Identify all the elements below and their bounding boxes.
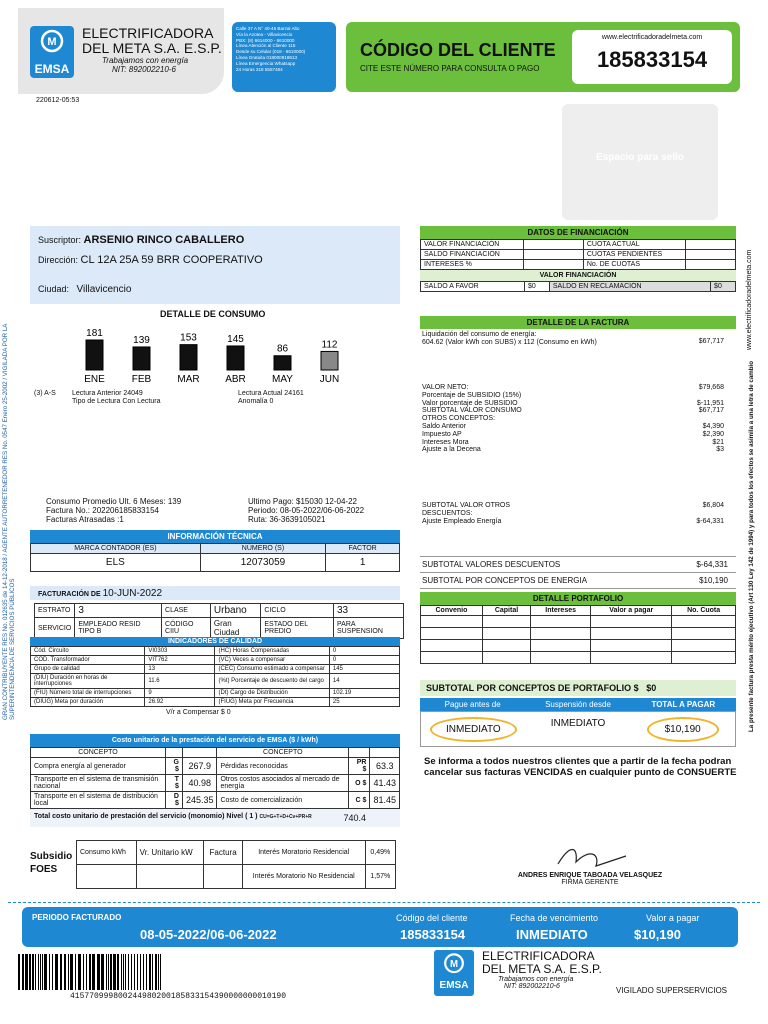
footer-bar xyxy=(22,907,738,947)
consumption-bar xyxy=(321,351,338,370)
contact-line: Línea Gratuita 018000918613 xyxy=(236,54,298,60)
contact-line: PBX: (8) 6614000 - 6610000 xyxy=(236,37,295,43)
portfolio-cell xyxy=(421,640,483,652)
barcode xyxy=(16,954,306,990)
barcode-bar xyxy=(49,954,50,990)
portfolio-cell xyxy=(482,652,530,664)
barcode-bar xyxy=(92,954,95,990)
cost-header xyxy=(349,748,370,758)
bar-value-label: 181 xyxy=(86,328,103,339)
stratum-use: (3) A-S xyxy=(34,390,56,397)
portfolio-section xyxy=(420,592,736,664)
portfolio-cell xyxy=(482,640,530,652)
pay-before-value: INMEDIATO xyxy=(430,717,517,742)
invoice-number: Factura No.: 202206185833154 xyxy=(46,506,159,515)
barcode-bar xyxy=(152,954,153,990)
barcode-bar xyxy=(143,954,144,990)
portfolio-cell xyxy=(672,640,736,652)
barcode-bar xyxy=(25,954,28,990)
barcode-bar xyxy=(155,954,157,990)
website: www.electrificadoradelmeta.com xyxy=(601,34,703,41)
barcode-number: 415770999800244980200185833154390000000010190 xyxy=(70,992,287,1001)
route: Ruta: 36-3639105021 xyxy=(248,515,326,524)
financing-section xyxy=(420,226,736,292)
barcode-bar xyxy=(29,954,31,990)
barcode-bar xyxy=(75,954,76,990)
estrato: 3 xyxy=(75,604,162,618)
portfolio-cell xyxy=(591,640,672,652)
month-label: JUN xyxy=(319,374,340,385)
month-label: MAR xyxy=(177,374,200,385)
quality-cell: 26.92 xyxy=(145,698,215,707)
barcode-bar xyxy=(97,954,100,990)
unit-cost-title: Costo unitario de la prestación del servicio de EMSA ($ / kWh) xyxy=(30,734,400,747)
footer-code: 185833154 xyxy=(400,927,466,942)
financing-title: DATOS DE FINANCIACIÓN xyxy=(420,226,736,239)
emsa-logo-footer xyxy=(434,950,474,996)
cost-cell: Costo de comercialización xyxy=(217,792,349,809)
cost-cell: Compra energía al generador xyxy=(31,758,166,775)
subscriber-box xyxy=(30,226,400,304)
subsidy-table xyxy=(76,840,396,889)
subsidy-h-unit: Vr. Unitario kW xyxy=(136,841,204,865)
barcode-bar xyxy=(101,954,104,990)
balance-favor-label: SALDO A FAVOR xyxy=(421,282,525,292)
cost-cell: 245.35 xyxy=(182,792,217,809)
quality-cell: 25 xyxy=(329,698,399,707)
anomaly: Anomalía 0 xyxy=(238,398,274,405)
portfolio-col-header: No. Cuota xyxy=(672,606,736,616)
subsidy-h-kwh: Consumo kWh xyxy=(77,841,137,865)
quality-cell: VIT762 xyxy=(145,656,215,665)
reading-type: Tipo de Lectura Con Lectura xyxy=(72,398,161,405)
cost-cell: 41.43 xyxy=(370,775,400,792)
barcode-bar xyxy=(160,954,161,990)
month-label: ABR xyxy=(225,374,246,385)
tech-title: INFORMACIÓN TÉCNICA xyxy=(30,530,400,543)
servicio: EMPLEADO RESID TIPO B xyxy=(75,618,162,639)
emsa-logo xyxy=(30,26,74,78)
side-legal-left: GRAN CONTRIBUYENTE RES No. 012635 de 14-12-2018 / AGENTE AUTORRETENEDOR RES No. 0547 Enero 25-2002 / VIGILADA POR LA SUPERINTENDENCIA DE SERVICIOS PÚBLICOS xyxy=(2,323,16,720)
footer-pay-label: Valor a pagar xyxy=(646,913,700,923)
barcode-bar xyxy=(146,954,147,990)
unit-cost-total-label: Total costo unitario de prestación del servicio (monomio) Nivel ( 1 ) xyxy=(34,813,258,820)
unit-cost-total: 740.4 xyxy=(343,813,366,823)
barcode-bar xyxy=(18,954,20,990)
quality-cell: 0 xyxy=(329,647,399,656)
interest-nonres-label: Interés Moratorio No Residencial xyxy=(242,865,365,889)
contact-line: Línea Atención al Cliente 115 xyxy=(236,43,296,49)
overdue-invoices: Facturas Atrasadas :1 xyxy=(46,515,124,524)
portfolio-cell xyxy=(421,628,483,640)
fin-r3a: INTERESES % xyxy=(421,260,524,270)
quality-cell: 102.19 xyxy=(329,689,399,698)
current-reading: Lectura Actual 24161 xyxy=(238,390,304,397)
portfolio-cell xyxy=(672,628,736,640)
stamp-area xyxy=(562,104,718,220)
cost-header xyxy=(165,748,182,758)
suspension-label: Suspensión desde xyxy=(545,700,611,709)
fin-r1b: CUOTA ACTUAL xyxy=(583,240,685,250)
company-tagline: Trabajamos con energía xyxy=(102,56,189,65)
quality-cell: Grupo de calidad xyxy=(31,665,145,674)
footer-due-label: Fecha de vencimiento xyxy=(510,913,599,923)
barcode-bar xyxy=(32,954,34,990)
portfolio-subtotal-value: $0 xyxy=(646,683,657,693)
ciiu: Gran Ciudad xyxy=(210,618,260,639)
company-name-2: DEL META S.A. E.S.P. xyxy=(82,40,222,56)
subsidy-label: Subsidio FOES xyxy=(30,851,73,875)
address-label: Dirección: xyxy=(38,255,79,265)
portfolio-col-header: Valor a pagar xyxy=(591,606,672,616)
barcode-bar xyxy=(78,954,81,990)
month-label: MAY xyxy=(272,374,293,385)
portfolio-cell xyxy=(591,652,672,664)
portfolio-col-header: Capital xyxy=(482,606,530,616)
meter-factor: 1 xyxy=(326,554,400,572)
tech-h-brand: MARCA CONTADOR (ES) xyxy=(31,544,201,554)
quality-cell: (DIUG) Meta por duración xyxy=(31,698,145,707)
quality-cell: (FIU) Número total de interrupciones xyxy=(31,689,145,698)
cost-header xyxy=(182,748,217,758)
barcode-bar xyxy=(60,954,62,990)
ciclo: 33 xyxy=(334,604,404,618)
quality-title: INDICADORES DE CALIDAD xyxy=(30,637,400,646)
bar-value-label: 139 xyxy=(133,334,150,346)
city: Villavicencio xyxy=(76,284,132,295)
estado-label: ESTADO DEL PREDIO xyxy=(261,618,334,639)
tagline-footer: Trabajamos con energía xyxy=(498,976,574,983)
fin-r3b: No. DE CUOTAS xyxy=(583,260,685,270)
barcode-bar xyxy=(123,954,124,990)
cost-header: CONCEPTO xyxy=(31,748,166,758)
barcode-bar xyxy=(110,954,112,990)
bar-value-label: 145 xyxy=(227,333,244,345)
barcode-bar xyxy=(134,954,135,990)
barcode-bar xyxy=(89,954,91,990)
barcode-bar xyxy=(52,954,53,990)
portfolio-subtotal-label: SUBTOTAL POR CONCEPTOS DE PORTAFOLIO $ xyxy=(426,683,639,693)
contact-line: Vía la Azotea - Villavicencio xyxy=(236,31,293,37)
quality-cell: 145 xyxy=(329,665,399,674)
barcode-bar xyxy=(22,954,24,990)
side-web-right: www.electrificadoradelmeta.com xyxy=(746,249,753,350)
portfolio-cell xyxy=(591,616,672,628)
barcode-bar xyxy=(38,954,39,990)
cost-cell: Otros costos asociados al mercado de energía xyxy=(217,775,349,792)
other-values: $6,804 $-64,331 xyxy=(696,502,724,525)
quality-cell: (Dt) Cargo de Distribución xyxy=(215,689,329,698)
contact-line: 24 Horas 318 5557464 xyxy=(236,66,283,72)
consumption-chart xyxy=(76,320,376,396)
portfolio-cell xyxy=(672,616,736,628)
cost-cell: Pérdidas reconocidas xyxy=(217,758,349,775)
quality-cell: Cód. Circuito xyxy=(31,647,145,656)
portfolio-col-header: Intereses xyxy=(531,606,591,616)
discounts-subtotal-value: $-64,331 xyxy=(696,560,728,569)
consumption-bar xyxy=(180,345,197,370)
print-code: 220612-05:53 xyxy=(36,97,80,104)
quality-cell: 14 xyxy=(329,674,399,689)
barcode-bar xyxy=(64,954,66,990)
footer-code-label: Código del cliente xyxy=(396,913,468,923)
pay-before-label: Pague antes de xyxy=(444,700,501,709)
cost-cell: 267.9 xyxy=(182,758,217,775)
contact-box xyxy=(232,22,336,92)
svg-text:M: M xyxy=(449,958,459,970)
portfolio-cell xyxy=(531,640,591,652)
quality-cell: 9 xyxy=(145,689,215,698)
portfolio-cell xyxy=(531,652,591,664)
previous-reading: Lectura Anterior 24049 xyxy=(72,390,143,397)
logo-text: EMSA xyxy=(34,62,70,76)
energy-subtotal-value: $10,190 xyxy=(699,576,728,585)
cost-cell: C $ xyxy=(349,792,370,809)
ciclo-label: CICLO xyxy=(261,604,334,618)
fin-r1a: VALOR FINANCIACIÓN xyxy=(421,240,524,250)
portfolio-cell xyxy=(531,616,591,628)
portfolio-cell xyxy=(531,628,591,640)
barcode-bar xyxy=(158,954,159,990)
portfolio-cell xyxy=(421,616,483,628)
cost-header xyxy=(370,748,400,758)
barcode-bar xyxy=(131,954,132,990)
billing-label: FACTURACIÓN DE xyxy=(38,591,101,598)
quality-cell: 0 xyxy=(329,656,399,665)
billing-date: 10-JUN-2022 xyxy=(102,588,163,599)
billing-date-row xyxy=(30,586,400,600)
claim-balance-value: $0 xyxy=(711,282,736,292)
manager-role: FIRMA GERENTE xyxy=(561,879,619,886)
fin-r2b: CUOTAS PENDIENTES xyxy=(583,250,685,260)
unit-cost-section xyxy=(30,734,400,827)
claim-balance-label: SALDO EN RECLAMACIÓN xyxy=(549,282,710,292)
quality-cell: (%t) Porcentaje de descuento del cargo xyxy=(215,674,329,689)
cost-cell: G $ xyxy=(165,758,182,775)
consumption-bar xyxy=(133,347,150,370)
liquidation-text: Liquidación del consumo de energía: 604.62 (Valor kWh con SUBS) x 112 (Consumo en kWh) xyxy=(422,331,597,346)
quality-cell: COD. Transformador xyxy=(31,656,145,665)
barcode-bar xyxy=(128,954,129,990)
barcode-bar xyxy=(125,954,126,990)
quality-section xyxy=(30,637,400,716)
portfolio-col-header: Convenio xyxy=(421,606,483,616)
bar-value-label: 112 xyxy=(321,339,338,351)
cost-cell: Transporte en el sistema de transmisión nacional xyxy=(31,775,166,792)
footer-pay: $10,190 xyxy=(634,927,681,942)
cost-cell: 81.45 xyxy=(370,792,400,809)
tech-h-number: NÚMERO (S) xyxy=(200,544,325,554)
total-pay-value: $10,190 xyxy=(647,717,719,742)
discounts-subtotal-label: SUBTOTAL VALORES DESCUENTOS xyxy=(422,560,561,569)
quality-cell: (VC) Veces a compensar xyxy=(215,656,329,665)
interest-res-label: Interés Moratorio Residencial xyxy=(242,841,365,865)
footer-logo-block xyxy=(434,950,604,998)
logo-text-footer: EMSA xyxy=(439,980,469,991)
interest-nonres-value: 1,57% xyxy=(365,865,395,889)
contact-line: Línea Emergencia Whatsapp xyxy=(236,60,296,66)
portfolio-cell xyxy=(482,628,530,640)
barcode-bar xyxy=(121,954,122,990)
clase-label: CLASE xyxy=(162,604,211,618)
company-nit: NIT: 892002210-6 xyxy=(112,65,176,74)
footer-period-label: PERIODO FACTURADO xyxy=(32,913,122,922)
company-name-1-footer: ELECTRIFICADORA xyxy=(482,949,595,963)
cost-cell: 40.98 xyxy=(182,775,217,792)
tech-h-factor: FACTOR xyxy=(326,544,400,554)
meter-number: 12073059 xyxy=(200,554,325,572)
last-payment: Ultimo Pago: $15030 12-04-22 xyxy=(248,497,357,506)
total-pay-label: TOTAL A PAGAR xyxy=(651,700,716,709)
subsidy-h-invoice: Factura xyxy=(204,841,242,865)
signature xyxy=(510,842,670,886)
month-label: FEB xyxy=(131,374,152,385)
quality-cell: 13 xyxy=(145,665,215,674)
client-code-subtitle: CITE ESTE NÚMERO PARA CONSULTA O PAGO xyxy=(360,64,540,73)
fin-vf-label: VALOR FINANCIACIÓN xyxy=(420,270,736,281)
footer-period: 08-05-2022/06-06-2022 xyxy=(140,927,277,942)
city-label: Ciudad: xyxy=(38,284,70,294)
balance-favor-value: $0 xyxy=(524,282,549,292)
client-code-panel xyxy=(572,30,732,84)
billing-period: Periodo: 08-05-2022/06-06-2022 xyxy=(248,506,365,515)
clase: Urbano xyxy=(210,604,260,618)
consumption-title: DETALLE DE CONSUMO xyxy=(160,309,266,319)
cost-cell: T $ xyxy=(165,775,182,792)
cost-cell: PR $ xyxy=(349,758,370,775)
company-name-1: ELECTRIFICADORA xyxy=(82,25,214,41)
cost-cell: 63.3 xyxy=(370,758,400,775)
portfolio-title: DETALLE PORTAFOLIO xyxy=(420,592,736,605)
client-code-number: 185833154 xyxy=(596,47,708,72)
cost-cell: O $ xyxy=(349,775,370,792)
quality-cell: (HC) Horas Compensadas xyxy=(215,647,329,656)
unit-cost-formula: CU=G+T+D+Cv+PR+R xyxy=(259,814,312,820)
barcode-bar xyxy=(68,954,69,990)
bulb-icon xyxy=(30,26,74,60)
barcode-bar xyxy=(44,954,47,990)
cost-cell: D $ xyxy=(165,792,182,809)
portfolio-cell xyxy=(421,652,483,664)
interest-res-value: 0,49% xyxy=(365,841,395,865)
liquidation-value: $67,717 xyxy=(698,338,724,345)
barcode-bar xyxy=(70,954,73,990)
consumption-bar xyxy=(86,340,103,370)
energy-subtotal-label: SUBTOTAL POR CONCEPTOS DE ENERGIA xyxy=(422,576,588,585)
vigilado: VIGILADO SUPERSERVICIOS xyxy=(616,986,727,995)
stamp-label: Espacio para sello xyxy=(596,152,684,163)
barcode-bar xyxy=(35,954,36,990)
portfolio-cell xyxy=(482,616,530,628)
barcode-bar xyxy=(106,954,107,990)
payment-section xyxy=(420,698,736,747)
barcode-bar xyxy=(137,954,138,990)
consumption-bar xyxy=(274,356,291,370)
cost-header: CONCEPTO xyxy=(217,748,349,758)
barcode-bar xyxy=(149,954,151,990)
net-lines: VALOR NETO: Porcentaje de SUBSIDIO (15%) Valor porcentaje de SUBSIDIO SUBTOTAL VALOR CONSUMO OTROS CONCEPTOS: Saldo Anterior Impuesto AP Intereses Mora Ajuste a la Decena xyxy=(422,384,522,454)
bar-value-label: 153 xyxy=(180,332,197,344)
month-label: ENE xyxy=(84,374,105,385)
company-header xyxy=(18,8,224,94)
quality-cell: (FIUG) Meta por Frecuencia xyxy=(215,698,329,707)
fin-r2a: SALDO FINANCIACIÓN xyxy=(421,250,524,260)
barcode-bar xyxy=(55,954,58,990)
cost-cell: Transporte en el sistema de distribución local xyxy=(31,792,166,809)
net-values: $79,668 $-11,951 $67,717 $4,390 $2,390 $21 $3 xyxy=(696,384,724,454)
bulb-icon xyxy=(434,950,474,980)
barcode-bar xyxy=(140,954,141,990)
barcode-bar xyxy=(40,954,41,990)
side-legal-right: La presente factura presta mérito ejecutivo (Art 130 Ley 142 de 1994) y para todos los efectos se asimila a una letra de cambio xyxy=(748,360,755,732)
consuerte-notice: Se informa a todos nuestros clientes que a partir de la fecha podran cancelar sus facturas VENCIDAS en cualquier punto de CONSUERTE xyxy=(424,756,737,778)
quality-cell: (DIU) Duración en horas de interrupciones xyxy=(31,674,145,689)
barcode-bar xyxy=(117,954,119,990)
barcode-bar xyxy=(113,954,116,990)
portfolio-cell xyxy=(672,652,736,664)
invoice-detail-title: DETALLE DE LA FACTURA xyxy=(420,316,736,329)
footer-due: INMEDIATO xyxy=(516,927,588,942)
subscriber-label: Suscriptor: xyxy=(38,235,82,245)
manager-name: ANDRES ENRIQUE TABOADA VELASQUEZ xyxy=(517,872,663,879)
client-code-box xyxy=(346,22,740,92)
servicio-label: SERVICIO xyxy=(35,618,75,639)
company-name-2-footer: DEL META S.A. E.S.P. xyxy=(482,962,602,976)
barcode-bar xyxy=(108,954,109,990)
estrato-label: ESTRATO xyxy=(35,604,75,618)
nit-footer: NIT: 892002210-6 xyxy=(504,983,560,990)
contact-line: Desde su Celular (018 - 6610000) xyxy=(236,49,306,55)
avg-consumption: Consumo Promedio Ult. 6 Meses: 139 xyxy=(46,497,182,506)
svg-text:M: M xyxy=(47,36,57,48)
suspension-value: INMEDIATO xyxy=(550,718,606,729)
meter-brand: ELS xyxy=(31,554,201,572)
address: CL 12A 25A 59 BRR COOPERATIVO xyxy=(80,254,263,266)
bar-value-label: 86 xyxy=(276,343,289,355)
barcode-bar xyxy=(86,954,87,990)
client-code-title: CÓDIGO DEL CLIENTE xyxy=(360,40,556,60)
other-lines: SUBTOTAL VALOR OTROS DESCUENTOS: Ajuste Empleado Energía xyxy=(422,502,511,525)
portfolio-cell xyxy=(591,628,672,640)
quality-cell: 11.6 xyxy=(145,674,215,689)
ciiu-label: CÓDIGO CIIU xyxy=(162,618,211,639)
quality-cell: VI0303 xyxy=(145,647,215,656)
contact-line: Calle 37 A N° 40-45 Barzal Alto xyxy=(236,26,300,31)
billing-table xyxy=(34,603,404,639)
consumption-bar xyxy=(227,346,244,370)
estado: PARA SUSPENSION xyxy=(334,618,404,639)
compensate-value: V/r a Compensar $ 0 xyxy=(166,709,231,716)
barcode-bar xyxy=(42,954,43,990)
signature-mark xyxy=(550,842,630,872)
quality-cell: (CEC) Consumo estimado a compensar xyxy=(215,665,329,674)
subscriber-name: ARSENIO RINCO CABALLERO xyxy=(83,234,245,246)
tech-section xyxy=(30,530,400,572)
barcode-bar xyxy=(83,954,84,990)
